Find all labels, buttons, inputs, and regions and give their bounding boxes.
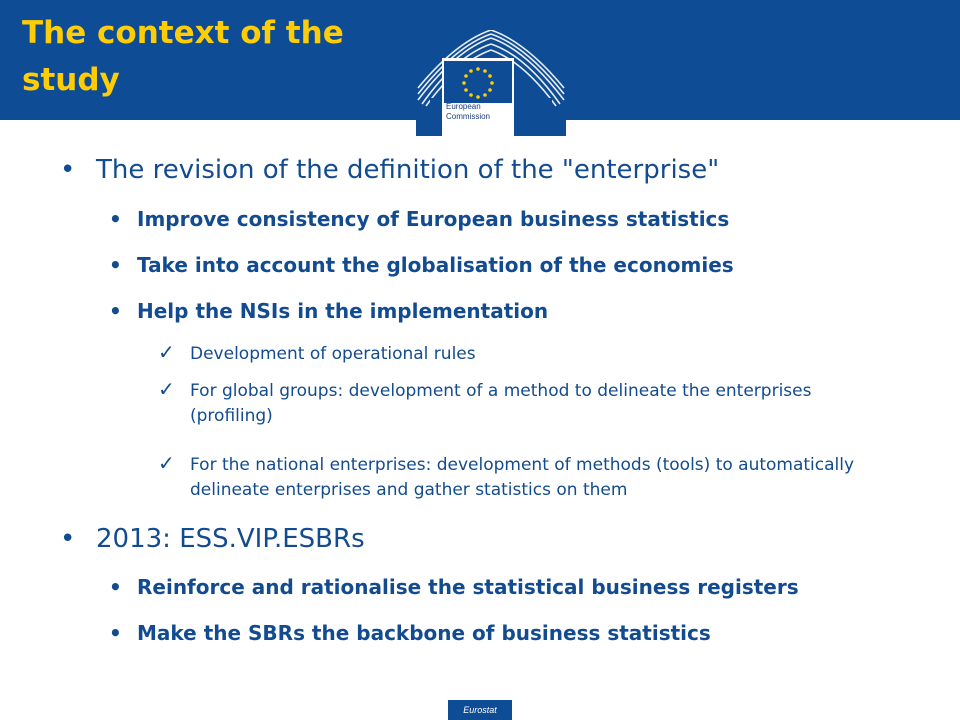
check-item: ✓ For the national enterprises: development of methods (tools) to automatically delineate enterprises and gather statistics on them (158, 451, 855, 500)
bullet-level2: • Make the SBRs the backbone of business statistics (109, 621, 711, 645)
bullet-level2: • Improve consistency of European business statistics (109, 207, 730, 231)
check-item: ✓ For global groups: development of a method to delineate the enterprises (profiling) (158, 377, 812, 426)
bullet-level2: • Help the NSIs in the implementation (109, 299, 549, 323)
bullet-level1: • The revision of the definition of the "enterprise" (60, 155, 720, 185)
checkmark-icon: ✓ (158, 451, 175, 475)
bullet-level1: • 2013: ESS.VIP.ESBRs (60, 524, 365, 554)
bullet-level2: • Reinforce and rationalise the statistical business registers (109, 575, 799, 599)
eurostat-badge: Eurostat (448, 700, 512, 720)
page-title: The context of the study (22, 15, 344, 98)
checkmark-icon: ✓ (158, 377, 175, 401)
logo-text: European Commission (446, 102, 491, 121)
bullet-level2: • Take into account the globalisation of the economies (109, 253, 734, 277)
check-item: ✓ Development of operational rules (158, 340, 476, 364)
checkmark-icon: ✓ (158, 340, 175, 364)
